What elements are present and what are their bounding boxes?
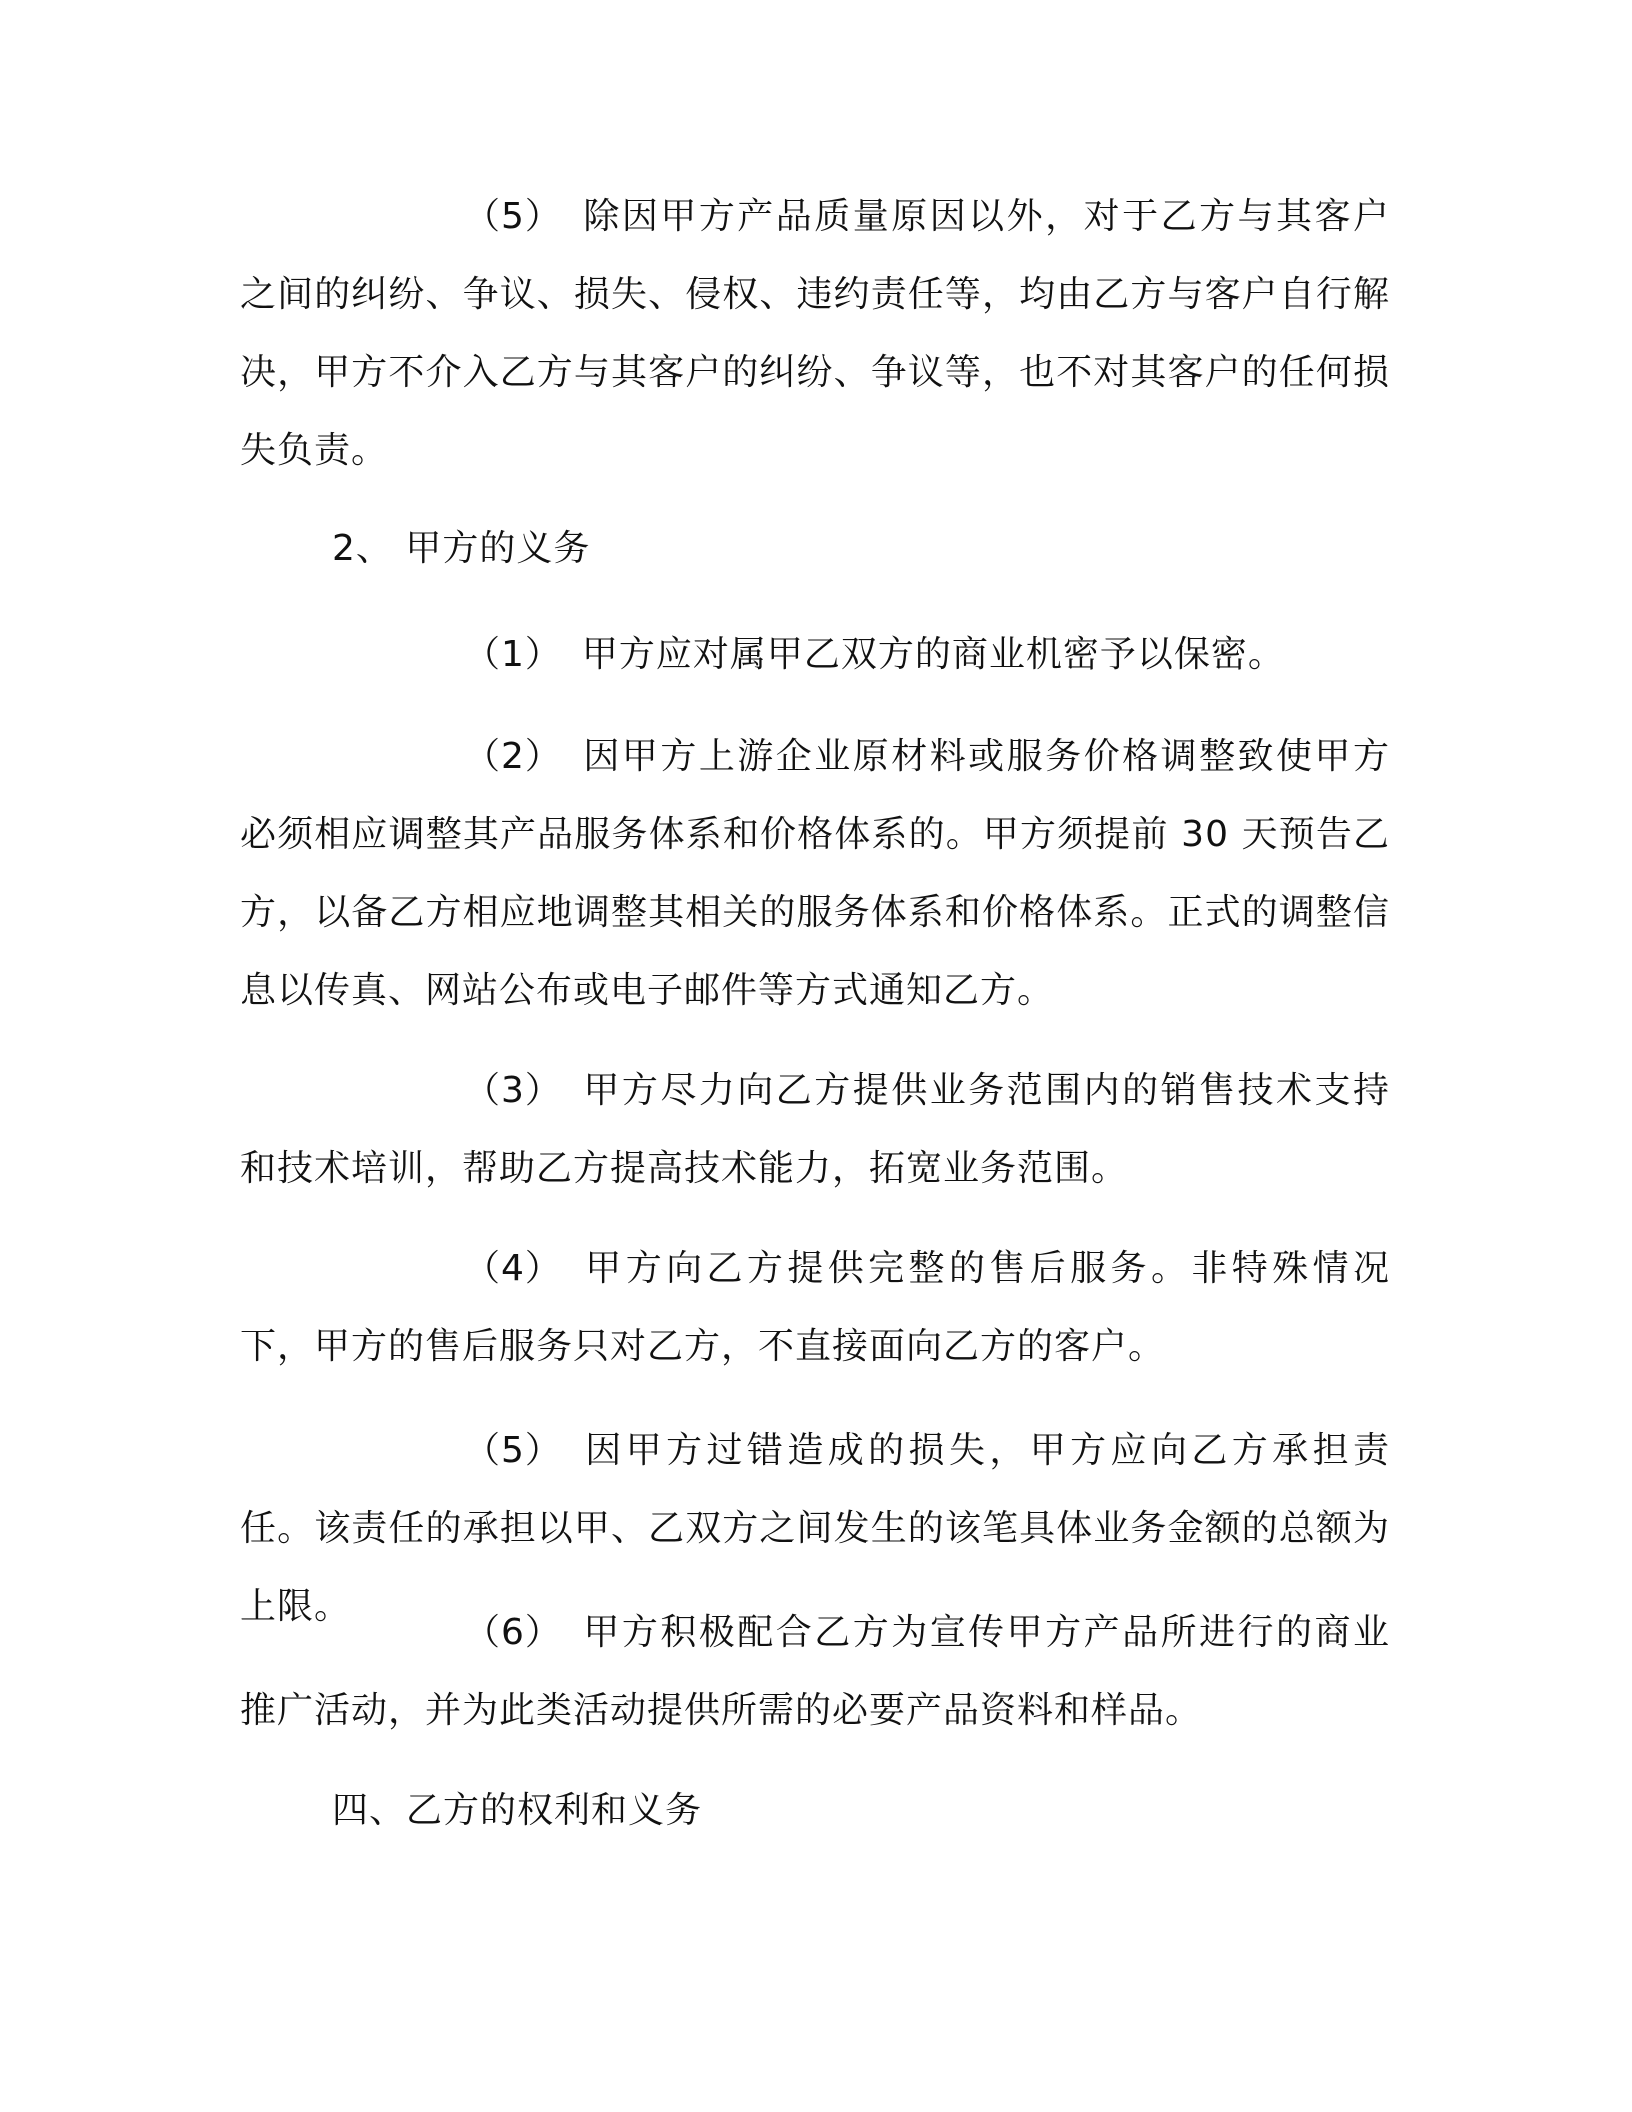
clause-text: 甲方尽力向乙方提供业务范围内的销售技术支持和技术培训，帮助乙方提高技术能力，拓宽业务范围。 (240, 1070, 1390, 1189)
clause-2-price-adjustment (240, 718, 1390, 1030)
clause-5-liability-exclusion (240, 178, 1390, 490)
clause-text: 因甲方过错造成的损失，甲方应向乙方承担责任。该责任的承担以甲、乙双方之间发生的该笔具体业务金额的总额为上限。 (240, 1430, 1390, 1627)
clause-text: 甲方应对属甲乙双方的商业机密予以保密。 (581, 634, 1285, 675)
clause-text: 因甲方上游企业原材料或服务价格调整致使甲方必须相应调整其产品服务体系和价格体系的。甲方须提前 30 天预告乙方，以备乙方相应地调整其相关的服务体系和价格体系。正式的调整信息以传真、网站公布或电子邮件等方式通知乙方。 (240, 736, 1390, 1011)
clause-text: 除因甲方产品质量原因以外，对于乙方与其客户之间的纠纷、争议、损失、侵权、违约责任等，均由乙方与客户自行解决，甲方不介入乙方与其客户的纠纷、争议等，也不对其客户的任何损失负责。 (240, 196, 1390, 471)
clause-text: 甲方向乙方提供完整的售后服务。非特殊情况下，甲方的售后服务只对乙方，不直接面向乙方的客户。 (240, 1248, 1390, 1367)
clause-number: （5） (464, 1430, 562, 1471)
clause-text: 甲方积极配合乙方为宣传甲方产品所进行的商业推广活动，并为此类活动提供所需的必要产品资料和样品。 (240, 1612, 1390, 1731)
clause-4-after-sales-service (240, 1230, 1390, 1386)
clause-3-technical-support (240, 1052, 1390, 1208)
clause-number: （6） (464, 1612, 562, 1653)
clause-number: （1） (464, 634, 562, 675)
clause-1-confidentiality (240, 616, 1390, 694)
section-heading-party-a-obligations: 2、 甲方的义务 (332, 528, 591, 569)
clause-number: （3） (464, 1070, 562, 1111)
clause-number: （4） (464, 1248, 562, 1289)
clause-number: （5） (464, 196, 562, 237)
clause-6-promotion-support (240, 1594, 1390, 1750)
section-heading-party-b-rights: 四、乙方的权利和义务 (332, 1790, 703, 1831)
clause-number: （2） (464, 736, 562, 777)
